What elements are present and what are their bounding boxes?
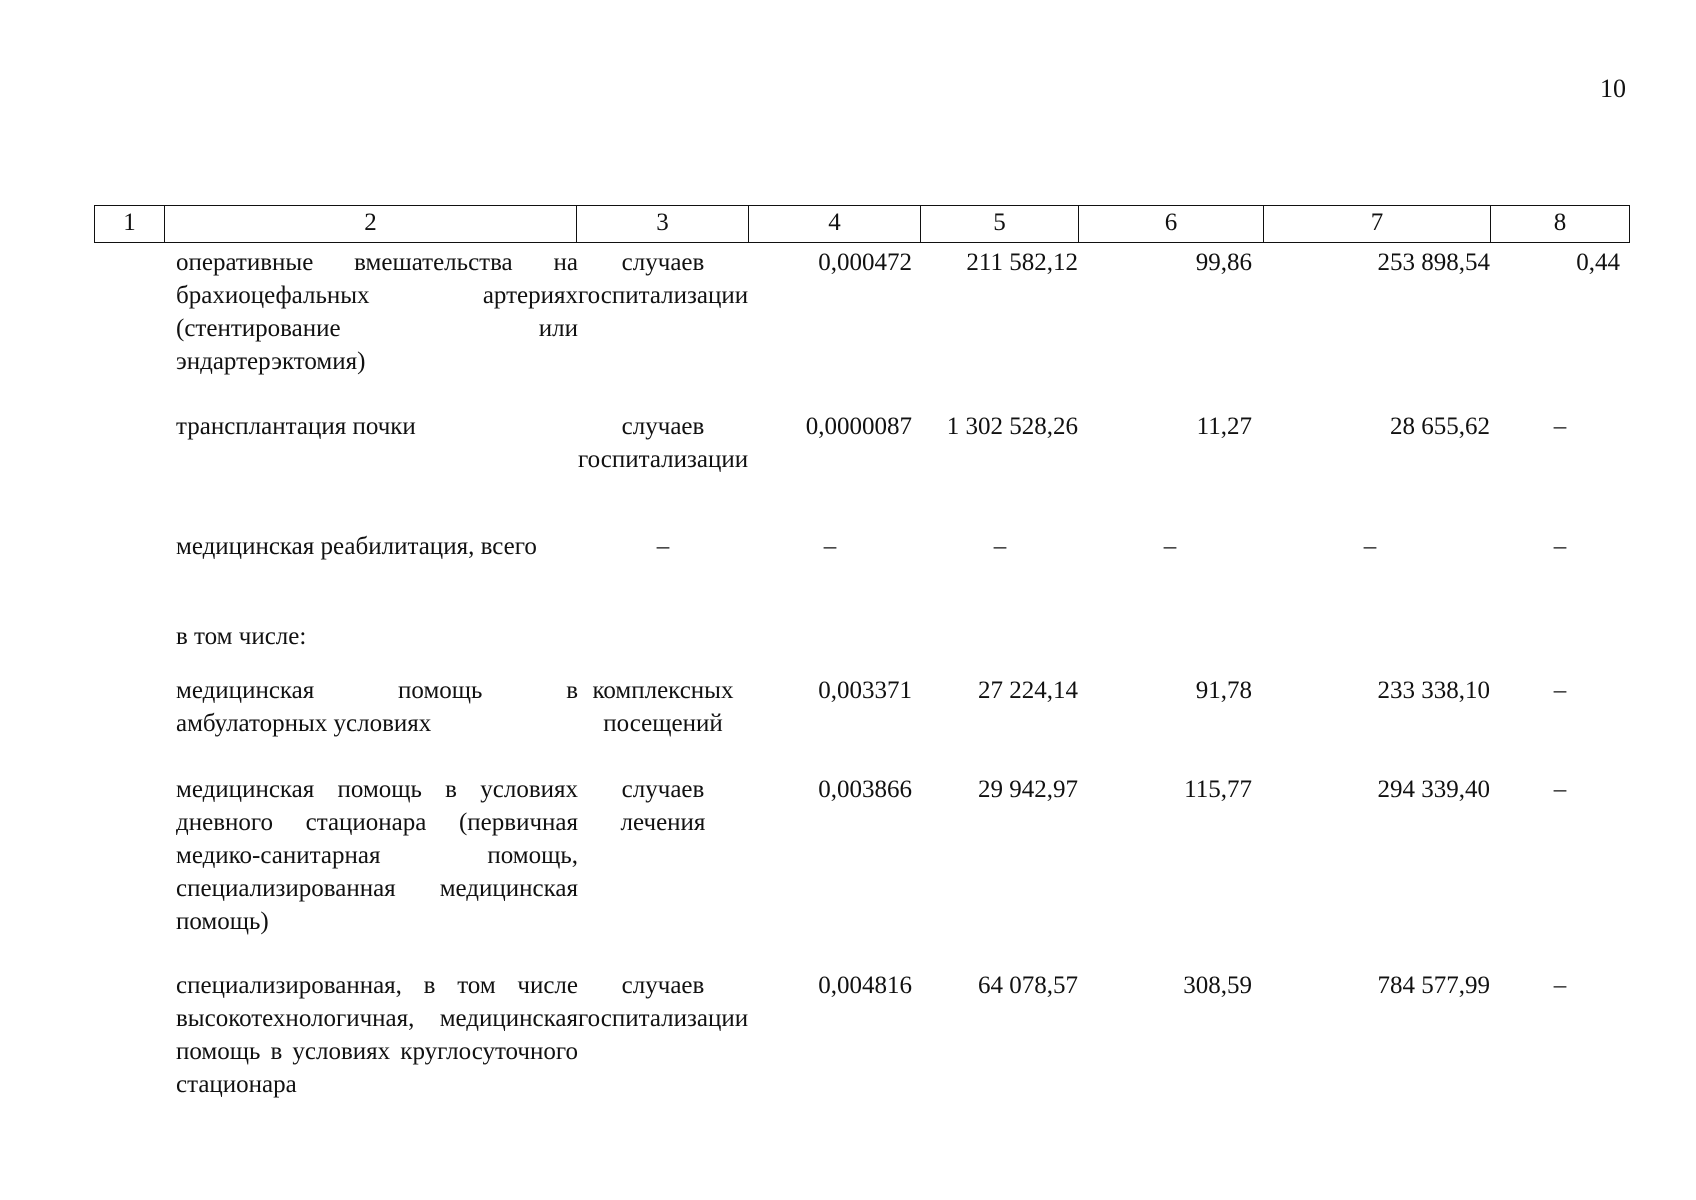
row-col5: 64 078,57 (978, 972, 1078, 999)
row-col6: – (1163, 533, 1177, 560)
row-col4: 0,003866 (818, 776, 912, 803)
row-name: специализированная, в том числе высокотехнологичная, медицинская помощь в условиях круглосуточного стационара (176, 972, 578, 1098)
row-name: трансплантация почки (176, 413, 416, 440)
row-col8: – (1553, 533, 1567, 560)
row-col4: 0,003371 (818, 677, 912, 704)
row-col5: 29 942,97 (978, 776, 1078, 803)
row-col6: 115,77 (1184, 776, 1252, 803)
row-col5: 1 302 528,26 (946, 413, 1078, 440)
row-name: в том числе: (176, 623, 307, 650)
row-col6: 91,78 (1195, 677, 1252, 704)
row-unit: случаев лечения (620, 776, 706, 836)
row-unit: случаев госпитализации (578, 413, 749, 473)
header-cell-3: 3 (576, 205, 748, 243)
row-col4: 0,004816 (818, 972, 912, 999)
row-col8: – (1553, 677, 1567, 704)
row-unit: – (656, 533, 670, 560)
row-col6: 99,86 (1195, 249, 1252, 276)
row-unit: случаев госпитализации (578, 972, 749, 1032)
row-col7: – (1363, 533, 1377, 560)
row-col8: 0,44 (1576, 249, 1620, 276)
row-col5: 27 224,14 (978, 677, 1078, 704)
row-col5: – (993, 533, 1007, 560)
row-col4: 0,000472 (818, 249, 912, 276)
page-number: 10 (1600, 74, 1626, 103)
header-cell-4: 4 (748, 205, 920, 243)
row-col5: 211 582,12 (966, 249, 1078, 276)
row-col7: 233 338,10 (1377, 677, 1490, 704)
table-header-row (94, 205, 1630, 245)
header-cell-8: 8 (1490, 205, 1630, 243)
row-col7: 28 655,62 (1390, 413, 1490, 440)
row-col8: – (1553, 776, 1567, 803)
row-col7: 784 577,99 (1377, 972, 1490, 999)
row-col7: 294 339,40 (1377, 776, 1490, 803)
row-name: медицинская помощь в условиях дневного стационара (первичная медико-санитарная помощь, специализированная медицинская помощь) (176, 776, 578, 935)
row-name: медицинская реабилитация, всего (176, 533, 537, 560)
row-unit: случаев госпитализации (578, 249, 749, 309)
row-col8: – (1553, 972, 1567, 999)
row-name: оперативные вмешательства на брахиоцефальных артериях (стентирование или эндартерэктомия) (176, 249, 578, 375)
row-col8: – (1553, 413, 1567, 440)
header-cell-7: 7 (1263, 205, 1490, 243)
header-cell-6: 6 (1078, 205, 1263, 243)
row-col7: 253 898,54 (1377, 249, 1490, 276)
row-col6: 11,27 (1196, 413, 1252, 440)
row-col6: 308,59 (1183, 972, 1252, 999)
header-cell-5: 5 (920, 205, 1078, 243)
header-cell-2: 2 (164, 205, 576, 243)
row-col4: – (823, 533, 837, 560)
header-cell-1: 1 (94, 205, 164, 243)
row-unit: комплексных посещений (592, 677, 734, 737)
row-name: медицинская помощь в амбулаторных условиях (176, 677, 578, 737)
row-col4: 0,0000087 (805, 413, 912, 440)
